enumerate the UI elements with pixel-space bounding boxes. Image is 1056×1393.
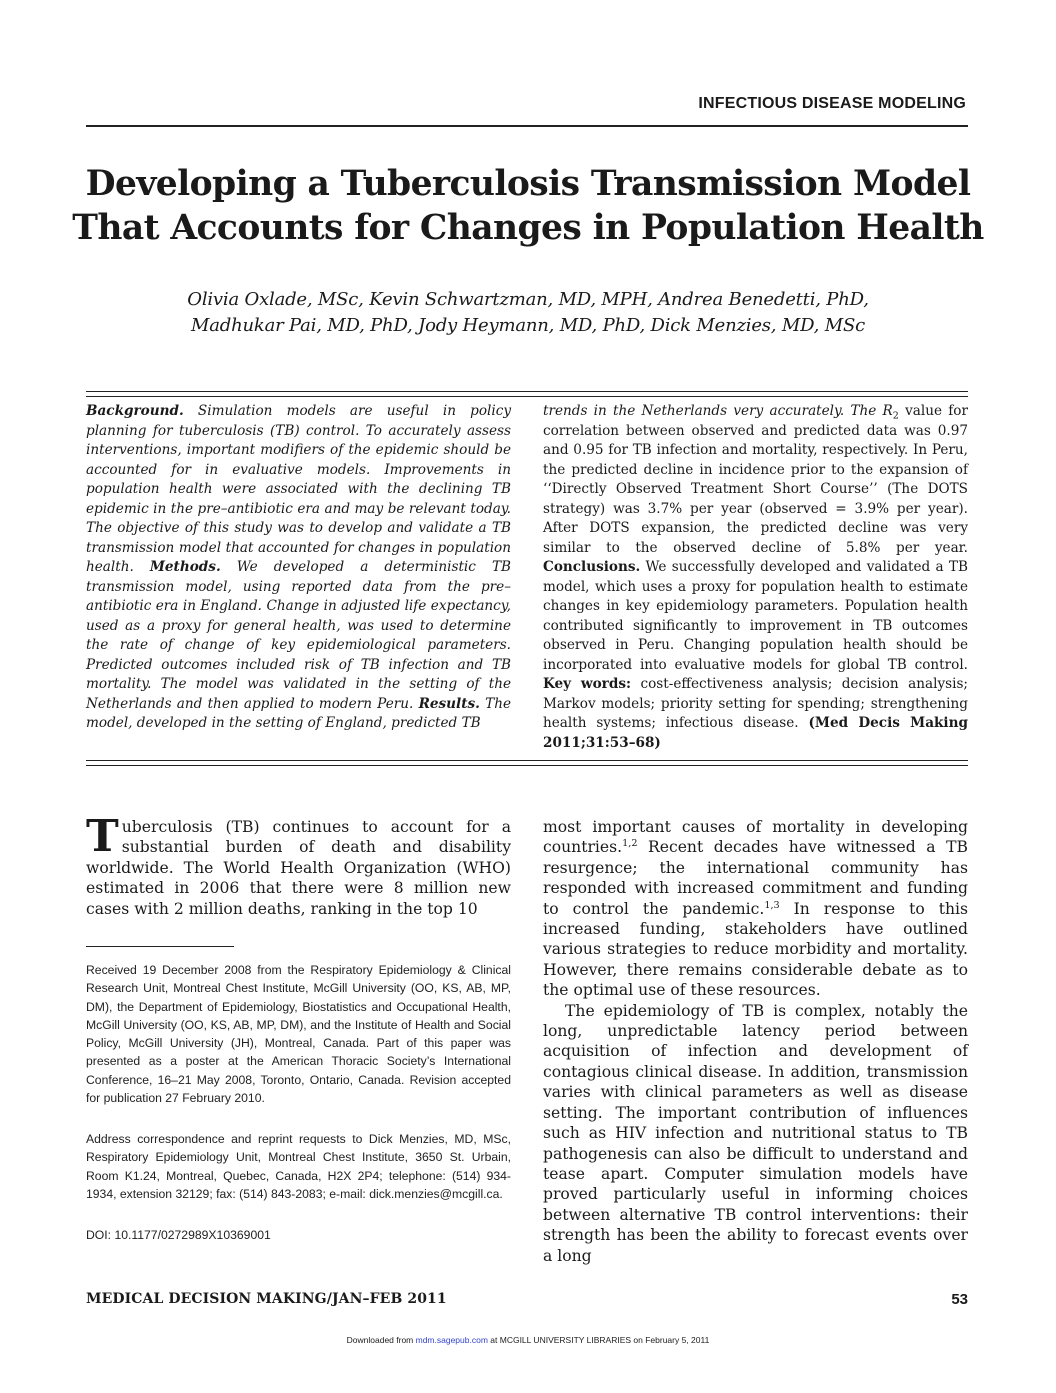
doi: DOI: 10.1177/0272989X10369001 bbox=[86, 1228, 271, 1242]
keywords-label: Key words: bbox=[543, 676, 632, 692]
background-label: Background. bbox=[86, 403, 184, 419]
results-text: The model, developed in the setting of England, predicted TB bbox=[86, 695, 511, 731]
abstract-left-column bbox=[86, 402, 511, 734]
intro-paragraph-continued bbox=[543, 817, 968, 1001]
footnote-rule bbox=[86, 946, 234, 947]
intro-text-b: Recent decades have witnessed a TB resurgence; the international community has responded with increased commitment and funding to control the pandemic. bbox=[543, 838, 968, 918]
received-footnote: Received 19 December 2008 from the Respiratory Epidemiology & Clinical Research Unit, Montreal Chest Institute, McGill University (OO, KS, AB, MP, DM), the Department of Epidemiology, Biostatistics and Occupational Health, McGill University (OO, KS, AB, MP, DM), and the Institute of Health and Social Policy, McGill University (JH), Montreal, Canada. Part of this paper was presented as a poster at the American Thoracic Society’s International Conference, 16–21 May 2008, Toronto, Ontario, Canada. Revision accepted for publication 27 February 2010. bbox=[86, 963, 511, 1106]
results-r2: 2 bbox=[892, 410, 899, 422]
authors-line-1: Olivia Oxlade, MSc, Kevin Schwartzman, MD, MPH, Andrea Benedetti, PhD, bbox=[187, 289, 869, 310]
title-line-2: That Accounts for Changes in Population Health bbox=[72, 208, 984, 248]
citation-1-3: 1,3 bbox=[764, 899, 780, 911]
results-continued: trends in the Netherlands very accurately. The R bbox=[543, 403, 893, 419]
background-text: Simulation models are useful in policy planning for tuberculosis (TB) control. To accurately assess interventions, important modifiers of the epidemic should be accounted for in evaluative models. Improvements in population health were associated with the declining TB epidemic in the pre–antibiotic era and may be relevant today. The objective of this study was to develop and validate a TB transmission model that accounted for changes in population health. bbox=[86, 403, 511, 575]
results-label: Results. bbox=[418, 695, 480, 712]
citation: (Med Decis Making 2011;31:53–68) bbox=[543, 715, 968, 751]
download-link[interactable]: mdm.sagepub.com bbox=[415, 1335, 488, 1345]
correspondence-footnote: Address correspondence and reprint requests to Dick Menzies, MD, MSc, Respiratory Epidemiology Unit, Montreal Chest Institute, 3650 St. Urbain, Room K1.24, Montreal, Quebec, Canada, H2X 2P4; telephone: (514) 934-1934, extension 32129; fax: (514) 843-2083; e-mail: dick.menzies@mcgill.ca. bbox=[86, 1132, 511, 1201]
results-roman-text: value for correlation between observed and predicted data was 0.97 and 0.95 for TB infection and mortality, respectively. In Peru, the predicted decline in incidence prior to the expansion of ‘‘Directly Observed Treatment Short Course’’ (The DOTS strategy) was 3.7% per year (observed = 3.9% per year). After DOTS expansion, the predicted decline was very similar to the observed decline of 5.8% per year. bbox=[543, 403, 968, 556]
citation-1-2: 1,2 bbox=[622, 838, 638, 850]
intro-text-c: In response to this increased funding, stakeholders have outlined various strategies to reduce morbidity and mortality. However, there remains considerable debate as to the optimal use of these resources. bbox=[543, 899, 968, 1000]
title-line-1: Developing a Tuberculosis Transmission Model bbox=[85, 164, 971, 204]
keywords-text: cost-effectiveness analysis; decision analysis; Markov models; priority setting for spending; strengthening health systems; infectious disease. bbox=[543, 676, 969, 731]
drop-cap: T bbox=[86, 811, 119, 862]
author-list bbox=[40, 287, 1016, 339]
conclusions-text: We successfully developed and validated a TB model, which uses a proxy for population health to estimate changes in key epidemiology parameters. Population health contributed significantly to improvement in TB outcomes observed in Peru. Changing population health should be incorporated into evaluative models for global TB control. bbox=[543, 559, 968, 673]
download-notice: Downloaded from mdm.sagepub.com at MCGILL UNIVERSITY LIBRARIES on February 5, 2011 bbox=[346, 1335, 710, 1345]
abstract-right-column bbox=[543, 402, 968, 753]
header-rule bbox=[86, 125, 968, 127]
methods-label: Methods. bbox=[149, 559, 221, 575]
intro-paragraph-start bbox=[86, 811, 511, 919]
abstract-top-rule bbox=[86, 391, 968, 397]
abstract-bottom-rule bbox=[86, 760, 968, 766]
conclusions-label: Conclusions. bbox=[543, 559, 641, 575]
intro-text-right: most important causes of mortality in developing countries. bbox=[543, 818, 968, 857]
methods-text: We developed a deterministic TB transmission model, using reported data from the pre–antibiotic era in England. Change in adjusted life expectancy, used as a proxy for general health, was used to determine the rate of change of key epidemiological parameters. Predicted outcomes included risk of TB infection and TB mortality. The model was validated in the setting of the Netherlands and then applied to modern Peru. bbox=[86, 559, 511, 712]
section-header: INFECTIOUS DISEASE MODELING bbox=[698, 95, 966, 112]
page-number: 53 bbox=[951, 1291, 968, 1308]
body-right-column bbox=[543, 817, 968, 1266]
intro-text-left: uberculosis (TB) continues to account for a substantial burden of death and disability worldwide. The World Health Organization (WHO) estimated in 2006 that there were 8 million new cases with 2 million deaths, ranking in the top 10 bbox=[86, 818, 511, 918]
body-left-column bbox=[86, 811, 511, 919]
article-title bbox=[40, 162, 1016, 250]
epidemiology-paragraph: The epidemiology of TB is complex, notably the long, unpredictable latency period between acquisition of infection and development of contagious clinical disease. In addition, transmission varies with clinical parameters as well as disease setting. The important contribution of influences such as HIV infection and nutritional status to TB pathogenesis can also be difficult to understand and tease apart. Computer simulation models have proved particularly useful in informing choices between alternative TB control interventions: their strength has been the ability to forecast events over a long bbox=[543, 1001, 968, 1265]
journal-footer: MEDICAL DECISION MAKING/JAN–FEB 2011 bbox=[86, 1291, 447, 1307]
authors-line-2: Madhukar Pai, MD, PhD, Jody Heymann, MD, PhD, Dick Menzies, MD, MSc bbox=[191, 315, 865, 336]
